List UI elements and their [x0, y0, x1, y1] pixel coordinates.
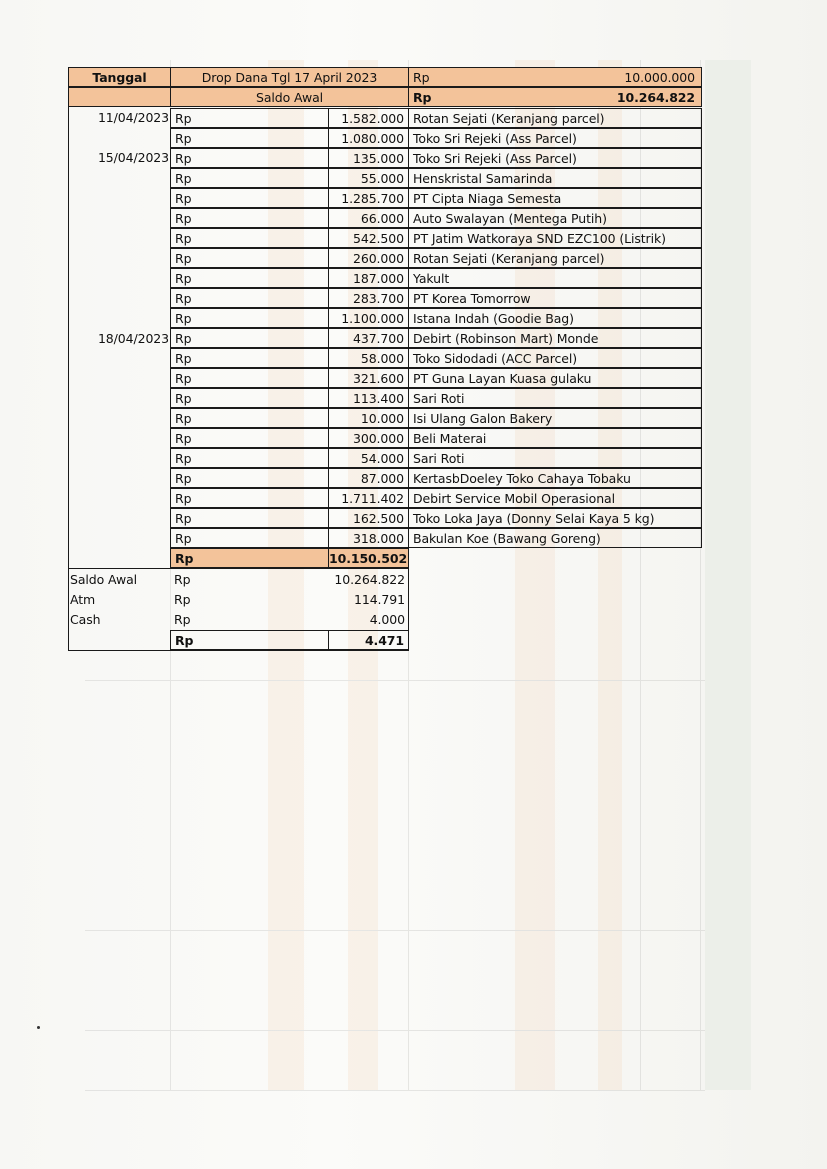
entry-amount: 1.582.000: [328, 108, 409, 128]
summary-row: [68, 570, 409, 590]
entry-amount: 87.000: [328, 468, 409, 488]
speck-mark: [37, 1026, 40, 1029]
entry-description: Debirt (Robinson Mart) Monde: [408, 328, 702, 348]
drop-header: Drop Dana Tgl 17 April 2023: [170, 67, 409, 87]
entry-row: [68, 268, 702, 288]
entry-description: Toko Loka Jaya (Donny Selai Kaya 5 kg): [408, 508, 702, 528]
entry-currency: Rp: [170, 408, 329, 428]
entry-currency: Rp: [170, 448, 329, 468]
entry-currency: Rp: [170, 528, 329, 548]
entry-description: Beli Materai: [408, 428, 702, 448]
entry-amount: 283.700: [328, 288, 409, 308]
entry-description: Rotan Sejati (Keranjang parcel): [408, 248, 702, 268]
entry-description: Bakulan Koe (Bawang Goreng): [408, 528, 702, 548]
entry-description: Toko Sri Rejeki (Ass Parcel): [408, 148, 702, 168]
entry-row: [68, 128, 702, 148]
entry-amount: 1.711.402: [328, 488, 409, 508]
entry-currency: Rp: [170, 168, 329, 188]
drop-currency: [408, 67, 702, 87]
entry-description: Sari Roti: [408, 388, 702, 408]
drop-currency-text: Rp: [413, 70, 430, 85]
entry-description: PT Korea Tomorrow: [408, 288, 702, 308]
date-label: 18/04/2023: [97, 331, 169, 346]
entry-row: [68, 108, 702, 128]
entry-description: Toko Sidodadi (ACC Parcel): [408, 348, 702, 368]
entry-row: [68, 388, 702, 408]
entry-row: [68, 408, 702, 428]
header-row-saldo: [68, 87, 702, 107]
summary-label: Atm: [70, 592, 96, 607]
entry-row: [68, 508, 702, 528]
entry-row: [68, 168, 702, 188]
entry-amount: 437.700: [328, 328, 409, 348]
saldo-awal-header: Saldo Awal: [170, 87, 409, 107]
entry-description: PT Cipta Niaga Semesta: [408, 188, 702, 208]
entry-row: [68, 488, 702, 508]
entry-amount: 260.000: [328, 248, 409, 268]
tanggal-header: Tanggal: [68, 67, 171, 87]
saldo-amount: 10.264.822: [616, 90, 695, 105]
entry-description: Yakult: [408, 268, 702, 288]
entry-description: KertasbDoeley Toko Cahaya Tobaku: [408, 468, 702, 488]
entry-amount: 321.600: [328, 368, 409, 388]
final-balance-row: [68, 630, 409, 650]
entry-row: [68, 208, 702, 228]
summary-amount: 10.264.822: [334, 572, 405, 587]
summary-amount: 114.791: [354, 592, 405, 607]
final-currency: Rp: [170, 630, 329, 650]
entry-description: Auto Swalayan (Mentega Putih): [408, 208, 702, 228]
entry-description: Toko Sri Rejeki (Ass Parcel): [408, 128, 702, 148]
summary-row: [68, 610, 409, 630]
summary-row: [68, 590, 409, 610]
entry-currency: Rp: [170, 508, 329, 528]
entry-currency: Rp: [170, 108, 329, 128]
entry-amount: 300.000: [328, 428, 409, 448]
entry-currency: Rp: [170, 488, 329, 508]
entry-description: Henskristal Samarinda: [408, 168, 702, 188]
entry-currency: Rp: [170, 148, 329, 168]
entry-currency: Rp: [170, 428, 329, 448]
entry-currency: Rp: [170, 188, 329, 208]
entry-row: [68, 348, 702, 368]
total-row: [68, 548, 409, 568]
summary-amount: 4.000: [369, 612, 405, 627]
date-label: 15/04/2023: [97, 150, 169, 165]
entry-description: Sari Roti: [408, 448, 702, 468]
entry-row: [68, 448, 702, 468]
entry-description: PT Jatim Watkoraya SND EZC100 (Listrik): [408, 228, 702, 248]
entry-currency: Rp: [170, 288, 329, 308]
summary-currency: Rp: [174, 612, 191, 627]
entry-row: [68, 228, 702, 248]
entry-description: Rotan Sejati (Keranjang parcel): [408, 108, 702, 128]
total-amount: 10.150.502: [328, 548, 409, 568]
entry-amount: 113.400: [328, 388, 409, 408]
entry-amount: 187.000: [328, 268, 409, 288]
entry-amount: 54.000: [328, 448, 409, 468]
entry-row: [68, 288, 702, 308]
entry-row: [68, 148, 702, 168]
entry-amount: 66.000: [328, 208, 409, 228]
entry-description: Debirt Service Mobil Operasional: [408, 488, 702, 508]
final-amount: 4.471: [328, 630, 409, 650]
summary-label: Cash: [70, 612, 101, 627]
entry-currency: Rp: [170, 268, 329, 288]
entry-row: [68, 188, 702, 208]
entry-description: PT Guna Layan Kuasa gulaku: [408, 368, 702, 388]
entry-currency: Rp: [170, 248, 329, 268]
entry-amount: 55.000: [328, 168, 409, 188]
entry-amount: 1.285.700: [328, 188, 409, 208]
entry-currency: Rp: [170, 348, 329, 368]
entry-amount: 58.000: [328, 348, 409, 368]
entry-currency: Rp: [170, 388, 329, 408]
entry-amount: 1.080.000: [328, 128, 409, 148]
summary-currency: Rp: [174, 572, 191, 587]
entry-currency: Rp: [170, 468, 329, 488]
header-row-drop: [68, 67, 702, 87]
entry-currency: Rp: [170, 308, 329, 328]
entry-row: [68, 328, 702, 348]
entry-row: [68, 308, 702, 328]
saldo-currency: [408, 87, 702, 107]
entry-row: [68, 528, 702, 548]
summary-label: Saldo Awal: [70, 572, 138, 587]
entry-amount: 162.500: [328, 508, 409, 528]
tanggal-header-blank: [68, 87, 171, 107]
entry-amount: 1.100.000: [328, 308, 409, 328]
drop-amount: 10.000.000: [624, 70, 695, 85]
entry-amount: 542.500: [328, 228, 409, 248]
entry-currency: Rp: [170, 228, 329, 248]
entry-amount: 10.000: [328, 408, 409, 428]
entry-currency: Rp: [170, 208, 329, 228]
entry-row: [68, 248, 702, 268]
entry-row: [68, 428, 702, 448]
total-currency: Rp: [170, 548, 329, 568]
summary-currency: Rp: [174, 592, 191, 607]
saldo-currency-text: Rp: [413, 90, 432, 105]
entry-row: [68, 368, 702, 388]
entry-description: Istana Indah (Goodie Bag): [408, 308, 702, 328]
entry-currency: Rp: [170, 128, 329, 148]
entry-amount: 135.000: [328, 148, 409, 168]
entry-currency: Rp: [170, 368, 329, 388]
entry-description: Isi Ulang Galon Bakery: [408, 408, 702, 428]
entry-currency: Rp: [170, 328, 329, 348]
entry-amount: 318.000: [328, 528, 409, 548]
date-label: 11/04/2023: [97, 110, 169, 125]
entry-row: [68, 468, 702, 488]
